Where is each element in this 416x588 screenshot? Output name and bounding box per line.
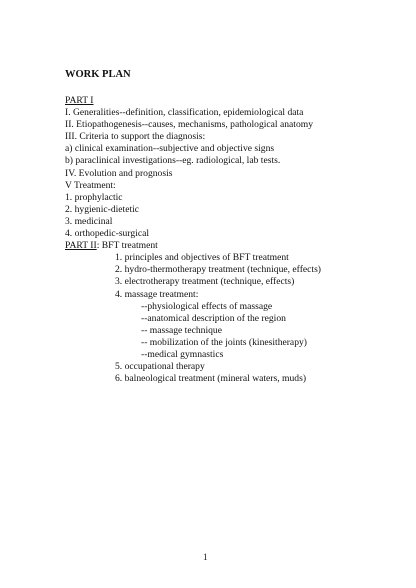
part-2-heading-rest: : BFT treatment: [96, 240, 158, 252]
document-title: WORK PLAN: [65, 69, 131, 80]
part-1-line: 3. medicinal: [65, 215, 113, 227]
part-2-heading-line: [65, 240, 321, 252]
part-2-item: 5. occupational therapy: [115, 361, 205, 373]
massage-subitem: -- mobilization of the joints (kinesitherapy): [141, 336, 307, 348]
part-1-line: V Treatment:: [65, 179, 116, 191]
part-1-line: a) clinical examination--subjective and objective signs: [65, 143, 275, 155]
part-2-item: 1. principles and objectives of BFT treatment: [115, 252, 289, 264]
page-number: 1: [203, 552, 208, 562]
part-1-line: 1. prophylactic: [65, 191, 123, 203]
part-1-heading: PART I: [65, 95, 94, 106]
massage-subitem: -- massage technique: [141, 324, 222, 336]
part-1-line: IV. Evolution and prognosis: [65, 167, 173, 179]
massage-subitem: --physiological effects of massage: [141, 300, 273, 312]
part-2-item: 2. hydro-thermotherapy treatment (technique, effects): [115, 264, 322, 276]
part-1-line: I. Generalities--definition, classification, epidemiological data: [65, 107, 304, 119]
part-1-line: b) paraclinical investigations--eg. radiological, lab tests.: [65, 155, 281, 167]
massage-subitem: --medical gymnastics: [141, 348, 224, 360]
massage-subitem: --anatomical description of the region: [141, 312, 286, 324]
part-2-heading: PART II: [65, 240, 97, 252]
part-2-item: 6. balneological treatment (mineral waters, muds): [115, 373, 307, 385]
part-1-line: III. Criteria to support the diagnosis:: [65, 131, 206, 143]
part-1-line: 2. hygienic-dietetic: [65, 203, 140, 215]
work-plan-body: [65, 95, 321, 385]
part-2-item: 3. electrotherapy treatment (technique, effects): [115, 276, 295, 288]
part-2-item: 4. massage treatment:: [115, 288, 199, 300]
part-1-line: 4. orthopedic-surgical: [65, 228, 150, 240]
part-1-line: II. Etiopathogenesis--causes, mechanisms, pathological anatomy: [65, 119, 314, 131]
